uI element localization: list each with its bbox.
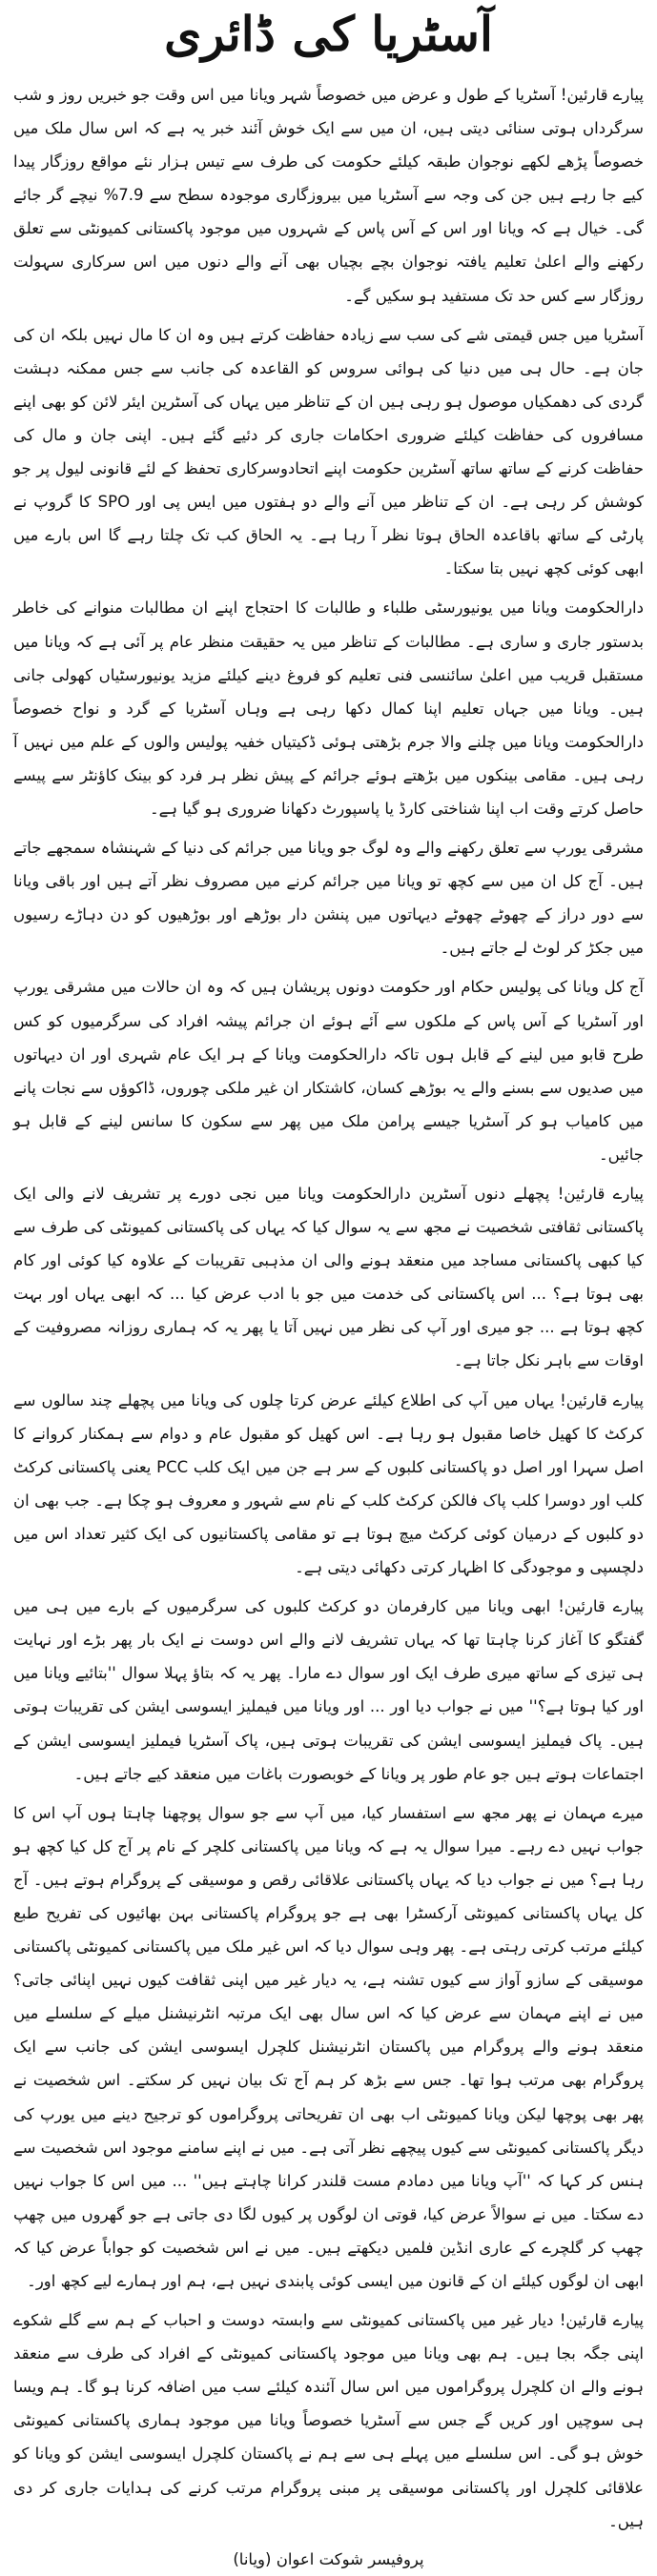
- paragraph-4: مشرقی یورپ سے تعلق رکھنے والے وہ لوگ جو ویانا میں جرائم کی دنیا کے شہنشاہ سمجھے جاتے ہیں۔ آج کل ان میں سے کچھ تو ویانا میں جرائم کرنے میں مصروف نظر آتے ہیں اور باقی ویانا سے دور دراز کے چھوٹے چھوٹے دیہاتوں میں پنشن دار بوڑھے اور بوڑھیوں کو دن دہاڑے رسیوں میں جکڑ کر لوٹ لے جاتے ہیں۔: [13, 839, 644, 958]
- paragraph-3: دارالحکومت ویانا میں یونیورسٹی طلباء و طالبات کا احتجاج اپنے ان مطالبات منوانے کی خاطر بدستور جاری و ساری ہے۔ مطالبات کے تناظر میں یہ حقیقت منظر عام پر آئی ہے کہ ویانا میں مستقبل قریب میں اعلیٰ سائنسی فنی تعلیم کو فروغ دینے کیلئے مزید یونیورسٹیاں کھولی جانی ہیں۔ ویانا میں جہاں تعلیم اپنا کمال دکھا رہی ہے وہاں آسٹریا کے گرد و نواح خصوصاً دارالحکومت ویانا میں چلنے والا جرم بڑھتی ہوئی ڈکیتیاں خفیہ پولیس والوں کے علم میں نہیں آ رہی ہیں۔ مقامی بینکوں میں بڑھتے ہوئے جرائم کے پیش نظر ہر فرد کو بینک کاؤنٹر سے پیسے حاصل کرتے وقت اب اپنا شناختی کارڈ یا پاسپورٹ دکھانا ضروری ہو گیا ہے۔: [13, 598, 644, 818]
- paragraph-9: میرے مہمان نے پھر مجھ سے استفسار کیا، میں آپ سے جو سوال پوچھنا چاہتا ہوں آپ اس کا جواب نہیں دے رہے۔ میرا سوال یہ ہے کہ ویانا میں پاکستانی کلچر کے نام پر آج کل کیا کچھ ہو رہا ہے؟ میں نے جواب دیا کہ یہاں پاکستانی علاقائی رقص و موسیقی کے پروگرام ہوتے ہیں۔ آج کل یہاں پاکستانی کمیونٹی آرکسٹرا بھی ہے جو پروگرام پاکستانی بہن بھائیوں کی تفریح طبع کیلئے مرتب کرتی رہتی ہے۔ پھر وہی سوال دیا کہ اس غیر ملک میں پاکستانی کمیونٹی پاکستانی موسیقی کے سازو آواز سے کیوں تشنہ ہے، یہ دیار غیر میں اپنی ثقافت کیوں نہیں اپنائی جاتی؟ میں نے اپنے مہمان سے عرض کیا کہ اس سال بھی ایک مرتبہ انٹرنیشنل میلے کے سلسلے میں منعقد ہونے والے پروگرام میں پاکستان انٹرنیشنل کلچرل ایسوسی ایشن کی جانب سے ایک پروگرام بھی مرتب ہوا تھا۔ جس سے بڑھ کر ہم آج تک بیان نہیں کر سکتے۔ اس شخصیت نے پھر بھی پوچھا لیکن ویانا کمیونٹی اب بھی ان تفریحاتی پروگراموں کو ترجیح دینے میں یورپ کی دیگر پاکستانی کمیونٹی سے کیوں پیچھے نظر آتی ہے۔ میں نے اپنے سامنے موجود اس شخصیت سے ہنس کر کہا کہ ''آپ ویانا میں دمادم مست قلندر کرانا چاہتے ہیں'' ... میں اس کا جواب نہیں دے سکتا۔ میں نے سوالاً عرض کیا، قوتی ان لوگوں پر کیوں لگا دی جاتی ہے جو گھروں میں چھپ چھپ کر گلچرے کے عاری انڈین فلمیں دیکھتے ہیں۔ میں نے اس شخصیت کو جواباً عرض کیا کہ ابھی ان لوگوں کیلئے ان کے قانون میں ایسی کوئی پابندی نہیں ہے، ہم اور ہمارے لیے کچھ اور۔: [13, 1803, 644, 2290]
- paragraph-5: آج کل ویانا کی پولیس حکام اور حکومت دونوں پریشان ہیں کہ وہ ان حالات میں مشرقی یورپ اور آسٹریا کے آس پاس کے ملکوں سے آئے ہوئے ان جرائم پیشہ افراد کی سرگرمیوں کو کس طرح قابو میں لینے کے قابل ہوں تاکہ دارالحکومت ویانا کے ہر ایک عام شہری اور ان دیہاتوں میں صدیوں سے بسنے والے یہ بوڑھے کسان، کاشتکار ان غیر ملکی چوروں، ڈاکوؤں سے نجات پانے میں کامیاب ہو کر آسٹریا جیسے پرامن ملک میں پھر سے سکون کا سانس لینے کے قابل ہو جائیں۔: [13, 978, 644, 1164]
- column-title: آسٹریا کی ڈائری: [164, 6, 493, 62]
- paragraph-2: آسٹریا میں جس قیمتی شے کی سب سے زیادہ حفاظت کرتے ہیں وہ ان کا مال نہیں بلکہ ان کی جان ہے۔ حال ہی میں دنیا کی ہوائی سروس کو القاعدہ کی جانب سے جس ممکنہ دہشت گردی کی دھمکیاں موصول ہو رہی ہیں ان کے تناظر میں یہاں کی آسٹرین ایئر لائن کو بھی اپنے مسافروں کی حفاظت کیلئے ضروری احکامات جاری کر دئیے گئے ہیں۔ اپنی جان و مال کی حفاظت کرنے کے ساتھ ساتھ آسٹرین حکومت اپنے اتحادوسرکاری تحفظ کے لئے قانونی لیول پر جو کوشش کر رہی ہے۔ ان کے تناظر میں آنے والے دو ہفتوں میں ایس پی اور SPO کا گروپ نے پارٹی کے ساتھ باقاعدہ الحاق ہوتا نظر آ رہا ہے۔ یہ الحاق کب تک چلتا رہے گا اس بارے میں ابھی کوئی کچھ نہیں بتا سکتا۔: [13, 325, 644, 578]
- paragraph-10: پیارے قارئین! دیار غیر میں پاکستانی کمیونٹی سے وابستہ دوست و احباب کے ہم سے گلے شکوے اپنی جگہ بجا ہیں۔ ہم بھی ویانا میں موجود پاکستانی کمیونٹی کے افراد کی طرف سے منعقد ہونے والے ان کلچرل پروگراموں میں اس سال آئندہ کیلئے سب میں اضافہ کرنا ہو گا۔ ہم ویسا ہی سوچیں اور کریں گے جس سے آسٹریا خصوصاً ویانا میں موجود ہماری پاکستانی کمیونٹی خوش ہو گی۔ اس سلسلے میں پہلے ہی سے ہم نے پاکستان کلچرل ایسوسی ایشن کو ویانا کو علاقائی کلچرل اور پاکستانی موسیقی پر مبنی پروگرام مرتب کرنے کی ہدایات جاری کر دی ہیں۔: [13, 2311, 644, 2530]
- paragraph-6: پیارے قارئین! پچھلے دنوں آسٹرین دارالحکومت ویانا میں نجی دورے پر تشریف لانے والی ایک پاکستانی ثقافتی شخصیت نے مجھ سے یہ سوال کیا کہ یہاں کی پاکستانی کمیونٹی کی طرف سے کیا کبھی پاکستانی مساجد میں منعقد ہونے والی ان مذہبی تقریبات کے علاوہ کیا کوئی اور کام بھی ہوتا ہے؟ ... اس پاکستانی کی خدمت میں جو با ادب عرض کیا ... کہ ابھی یہاں اور بہت کچھ ہوتا ہے ... جو میری اور آپ کی نظر میں نہیں آتا یا پھر یہ کہ ہماری روزانہ مصروفیت کے اوقات سے باہر نکل جاتا ہے۔: [13, 1185, 644, 1370]
- paragraph-1: پیارے قارئین! آسٹریا کے طول و عرض میں خصوصاً شہر ویانا میں اس وقت جو خبریں روز و شب سرگرداں ہوتی سنائی دیتی ہیں، ان میں سے ایک خوش آئند خبر یہ ہے کہ اس سال ملک میں خصوصاً پڑھے لکھے نوجوان طبقہ کیلئے حکومت کی طرف سے تیس ہزار نئے مواقع روزگار پیدا کیے جا رہے ہیں جن کی وجہ سے آسٹریا میں بیروزگاری موجودہ سطح سے 7.9% نیچے گر جائے گی۔ خیال ہے کہ ویانا اور اس کے آس پاس کے شہروں میں موجود پاکستانی کمیونٹی سے تعلق رکھنے والے اعلیٰ تعلیم یافتہ نوجوان بچے بچیاں بھی آنے والے دنوں میں اس سرکاری سہولت روزگار سے کس حد تک مستفید ہو سکیں گے۔: [13, 86, 644, 305]
- paragraph-8: پیارے قارئین! ابھی ویانا میں کارفرمان دو کرکٹ کلبوں کی سرگرمیوں کے بارے میں ہی میں گفتگو کا آغاز کرنا چاہتا تھا کہ یہاں تشریف لانے والے اس دوست نے ایک بار پھر بڑے اور نہایت ہی تیزی کے ساتھ میری طرف ایک اور سوال دے مارا۔ پھر یہ کہ بتاؤ پہلا سوال ''بتائیے ویانا میں اور کیا ہوتا ہے؟'' میں نے جواب دیا اور ... اور ویانا میں فیملیز ایسوسی ایشن کی تقریبات ہوتی ہیں۔ پاک فیملیز ایسوسی ایشن کی تقریبات ہوتی ہیں، پاک آسٹریا فیملیز ایسوسی ایشن کے اجتماعات ہوتے ہیں جو عام طور پر ویانا کے خوبصورت باغات میں منعقد کیے جاتے ہیں۔: [13, 1597, 644, 1783]
- author-byline: پروفیسر شوکت اعوان (ویانا): [233, 2549, 424, 2568]
- paragraph-7: پیارے قارئین! یہاں میں آپ کی اطلاع کیلئے عرض کرتا چلوں کی ویانا میں پچھلے چند سالوں سے کرکٹ کا کھیل خاصا مقبول ہو رہا ہے۔ اس کھیل کو مقبول عام و دوام سے ہمکنار کروانے کا اصل سہرا اور اصل دو پاکستانی کلبوں کے سر ہے جن میں ایک کلب PCC یعنی پاکستانی کرکٹ کلب اور دوسرا کلب پاک فالکن کرکٹ کلب کے نام سے شہور و معروف ہو چکا ہے۔ جب بھی ان دو کلبوں کے درمیان کوئی کرکٹ میچ ہوتا ہے تو مقامی پاکستانیوں کی ایک کثیر تعداد اس میں دلچسپی و موجودگی کا اظہار کرتی دکھائی دیتی ہے۔: [13, 1390, 644, 1577]
